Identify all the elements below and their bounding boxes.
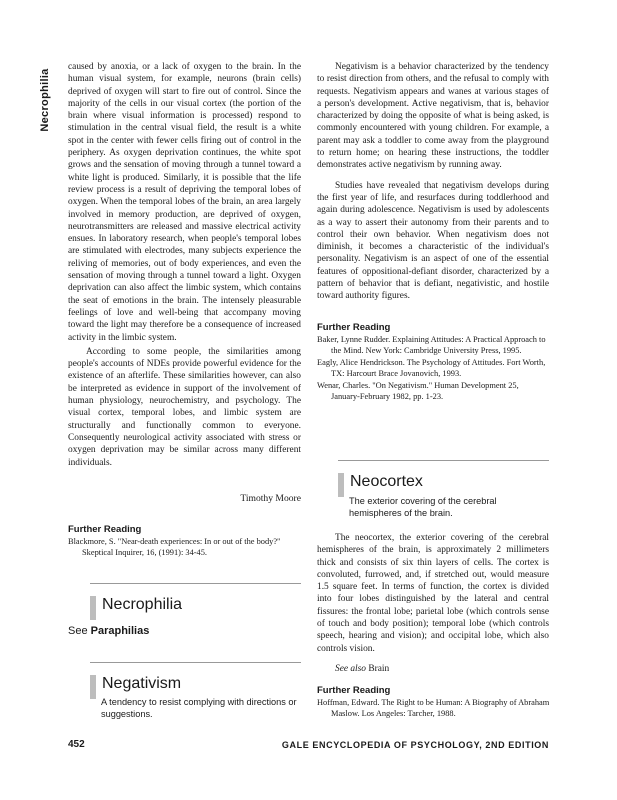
reference-wenar: Wenar, Charles. "On Negativism." Human Development 25, January-February 1982, pp. 1-23. bbox=[317, 381, 519, 401]
page-number: 452 bbox=[68, 739, 85, 750]
heading-accent-bar bbox=[90, 675, 96, 699]
see-also-line bbox=[317, 663, 549, 675]
reference-list-right bbox=[317, 334, 549, 402]
neocortex-definition: The exterior covering of the cerebral hemispheres of the brain. bbox=[349, 496, 497, 518]
right-paragraph-1: Negativism is a behavior characterized by the tendency to resist direction from others, and the refusal to comply with requests. Negativism appears and wanes at various stages of a person's development. Active negativism, that is, behavior characterized by doing the opposite of what is being asked, is commonly encountered with young children. For example, a parent may ask a toddler to come away from the playground to return home; on hearing these instructions, the toddler demonstrates active negativism by running away. bbox=[317, 62, 549, 171]
see-also-label: See also bbox=[335, 663, 366, 674]
see-link-paraphilias[interactable]: Paraphilias bbox=[90, 625, 150, 637]
reference-baker: Baker, Lynne Rudder. Explaining Attitudes: A Practical Approach to the Mind. New York: Cambridge University Press, 1995. bbox=[317, 335, 546, 355]
running-footer-title: GALE ENCYCLOPEDIA OF PSYCHOLOGY, 2ND EDITION bbox=[281, 740, 549, 750]
reference-hoffman: Hoffman, Edward. The Right to be Human: A Biography of Abraham Maslow. Los Angeles: Tarcher, 1988. bbox=[317, 698, 550, 718]
negativism-heading: Negativism bbox=[102, 675, 182, 692]
reference-eagly: Eagly, Alice Hendrickson. The Psychology of Attitudes. Fort Worth, TX: Harcourt Brace Jovanovich, 1993. bbox=[317, 358, 546, 378]
see-also-link-brain[interactable]: Brain bbox=[368, 663, 390, 674]
necrophilia-heading-block bbox=[90, 583, 301, 624]
heading-accent-bar bbox=[90, 596, 96, 620]
left-column bbox=[68, 61, 301, 469]
side-header-text: Necrophilia bbox=[39, 68, 51, 132]
right-column bbox=[317, 61, 549, 303]
article-author: Timothy Moore bbox=[240, 493, 301, 504]
neocortex-body bbox=[317, 532, 549, 675]
further-reading-heading-right: Further Reading bbox=[317, 322, 391, 333]
side-running-header bbox=[36, 60, 54, 140]
further-reading-heading-right-2: Further Reading bbox=[317, 685, 391, 696]
further-reading-heading-left: Further Reading bbox=[68, 524, 142, 535]
left-paragraph-2: According to some people, the similarities among people's accounts of NDEs provide powerful evidence for the existence of an afterlife. These similarities however, can also be interpreted as evidence in support of the involvement of human physiology, neurochemistry, and psychology. The visual cortex, temporal lobes, and limbic system are structurally and functionally common to everyone. Consequently neurological activity associated with stress or oxygen deprivation may be similar across many different individuals. bbox=[68, 346, 301, 468]
negativism-definition: A tendency to resist complying with directions or suggestions. bbox=[101, 697, 297, 719]
neocortex-heading: Neocortex bbox=[350, 473, 423, 490]
heading-accent-bar bbox=[338, 473, 344, 497]
right-paragraph-2: Studies have revealed that negativism develops during the first year of life, and resurfaces during toddlerhood and again during adolescence. Negativism is used by adolescents as a way to assert their autonomy from their parents and to control their own behavior. When negativism does not diminish, it becomes a characteristic of the individual's personality. Negativism is an aspect of one of the essential features of oppositional-defiant disorder, characterized by a pattern of behavior that is defiant, negativistic, and hostile toward authority figures. bbox=[317, 180, 549, 302]
see-label: See bbox=[68, 625, 88, 637]
necrophilia-heading: Necrophilia bbox=[102, 596, 183, 613]
see-reference bbox=[68, 625, 149, 637]
reference-blackmore: Blackmore, S. "Near-death experiences: In or out of the body?" Skeptical Inquirer, 16, (1991): 34-45. bbox=[68, 537, 281, 557]
left-paragraph-1: caused by anoxia, or a lack of oxygen to the brain. In the human visual system, for example, neurons (brain cells) deprived of oxygen will start to fire out of control. Since the majority of the cells in our visual cortex (the portion of the brain where visual information is processed) respond to stimulation in the central visual field, the result is a white spot in the center with fewer cells firing out of control in the periphery. As oxygen deprivation continues, the white spot grows and the sensation of moving through a tunnel toward a white light is produced. Similarly, it is possible that the life review process is a result of depriving the temporal lobes of oxygen. When the temporal lobes of the brain, an area largely involved in memory production, are deprived of oxygen, neurotransmitters are released and massive electrical activity ensues. In laboratory research, when people's temporal lobes are stimulated with electrodes, many subjects experience the reliving of memories, out of body experiences, and even the sensation of moving through a tunnel toward a light. Oxygen deprivation can also affect the limbic system, which contains the seat of emotions in the brain. The intensely pleasurable feelings of love and well-being that accompany moving toward the light may therefore be a consequence of increased activity in the limbic system. bbox=[68, 62, 301, 343]
neocortex-heading-block bbox=[338, 460, 549, 501]
right-paragraph-3: The neocortex, the exterior covering of the cerebral hemispheres of the brain, is approximately 2 millimeters thick and consists of six thin layers of cells. The cortex is convoluted, furrowed, and, if stretched out, would measure 1.5 square feet. In terms of function, the cortex is divided into four lobes distinguished by the lateral and central fissures: the frontal lobe; parietal lobe (which controls sense of touch and body position); temporal lobe (which controls speech, hearing and vision); and occipital lobe, which also controls vision. bbox=[317, 533, 549, 654]
